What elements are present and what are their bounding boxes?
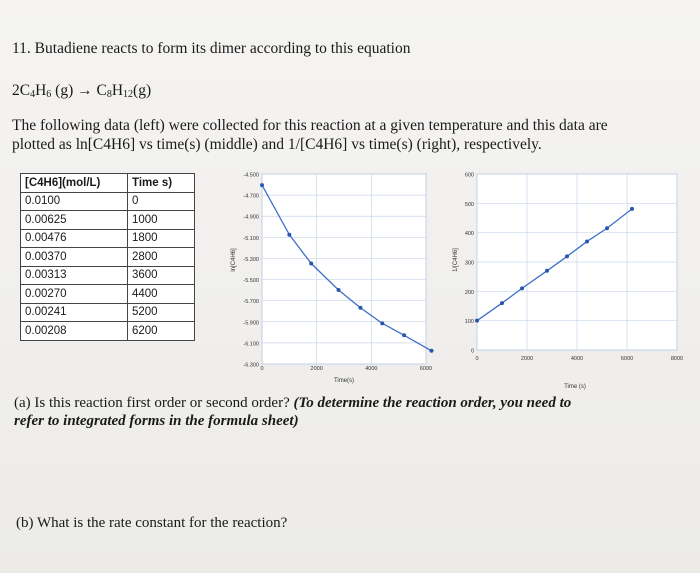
table-row bbox=[21, 192, 195, 211]
eq-subscript: 8 bbox=[106, 89, 112, 100]
table-row bbox=[21, 303, 195, 322]
data-point bbox=[287, 233, 291, 237]
table-cell: 0.00208 bbox=[21, 322, 128, 341]
x-axis-label: Time (s) bbox=[564, 384, 586, 390]
table-cell: 5200 bbox=[128, 303, 195, 322]
column-header-concentration: [C4H6](mol/L) bbox=[21, 174, 128, 193]
table-row bbox=[21, 248, 195, 267]
y-tick-label: -5.100 bbox=[243, 235, 259, 242]
table-cell: 3600 bbox=[128, 266, 195, 285]
x-axis-label: Time(s) bbox=[333, 378, 355, 384]
x-tick-label: 6000 bbox=[620, 356, 634, 362]
y-tick-label: 0 bbox=[470, 348, 474, 355]
y-tick-label: 100 bbox=[464, 319, 474, 326]
x-tick-label: 4000 bbox=[365, 366, 378, 372]
question-a bbox=[14, 394, 571, 430]
data-point bbox=[309, 262, 313, 266]
y-tick-label: -4.500 bbox=[243, 172, 259, 179]
table-header-row bbox=[21, 174, 195, 193]
table-cell: 0.00270 bbox=[21, 285, 128, 304]
y-tick-label: 400 bbox=[464, 231, 474, 238]
x-tick-label: 2000 bbox=[520, 356, 534, 362]
y-tick-label: -6.100 bbox=[243, 341, 259, 348]
data-point bbox=[260, 183, 264, 187]
question-a-text: (a) Is this reaction first order or second order? bbox=[14, 395, 290, 411]
data-point bbox=[520, 286, 524, 290]
y-tick-label: -4.700 bbox=[243, 193, 259, 200]
table-cell: 6200 bbox=[128, 322, 195, 341]
table-cell: 1800 bbox=[128, 229, 195, 248]
table-row bbox=[21, 285, 195, 304]
x-tick-label: 6000 bbox=[419, 366, 433, 372]
table-cell: 0.00476 bbox=[21, 229, 128, 248]
table-cell: 4400 bbox=[128, 285, 195, 304]
eq-part: H bbox=[35, 82, 47, 99]
table-row bbox=[21, 211, 195, 230]
data-point bbox=[402, 333, 406, 337]
eq-subscript: 4 bbox=[30, 89, 36, 100]
plot-area bbox=[262, 174, 426, 364]
data-point bbox=[585, 239, 589, 243]
table-cell: 2800 bbox=[128, 248, 195, 267]
table-cell: 0.00313 bbox=[21, 266, 128, 285]
x-tick-label: 0 bbox=[475, 356, 479, 362]
eq-part: (g) → C bbox=[51, 82, 107, 99]
y-tick-label: -5.900 bbox=[243, 320, 259, 327]
table-row bbox=[21, 266, 195, 285]
table-row bbox=[21, 322, 195, 341]
data-point bbox=[429, 349, 433, 353]
x-tick-label: 4000 bbox=[570, 356, 584, 362]
eq-part: H bbox=[111, 82, 124, 99]
x-tick-label: 0 bbox=[260, 366, 264, 372]
y-tick-label: -4.900 bbox=[243, 214, 259, 221]
eq-subscript: 6 bbox=[46, 89, 52, 100]
description-line-2: plotted as ln[C4H6] vs time(s) (middle) and 1/[C4H6] vs time(s) (right), respectively. bbox=[12, 136, 542, 153]
y-tick-label: -6.300 bbox=[243, 362, 259, 369]
table-cell: 0 bbox=[128, 192, 195, 211]
data-point bbox=[475, 319, 479, 323]
table-cell: 1000 bbox=[128, 211, 195, 230]
question-b: (b) What is the rate constant for the reaction? bbox=[16, 515, 288, 531]
problem-title: 11. Butadiene reacts to form its dimer according to this equation bbox=[12, 40, 411, 57]
table-cell: 0.00241 bbox=[21, 303, 128, 322]
table-cell: 0.00370 bbox=[21, 248, 128, 267]
inverse-concentration-chart bbox=[445, 160, 685, 390]
table-cell: 0.00625 bbox=[21, 211, 128, 230]
y-tick-label: 500 bbox=[464, 201, 474, 208]
table-cell: 0.0100 bbox=[21, 192, 128, 211]
data-point bbox=[500, 301, 504, 305]
x-tick-label: 2000 bbox=[310, 366, 323, 372]
y-tick-label: -5.500 bbox=[243, 278, 259, 285]
y-tick-label: -5.700 bbox=[243, 299, 259, 306]
question-a-hint-2: refer to integrated forms in the formula sheet) bbox=[14, 413, 299, 429]
ln-concentration-chart bbox=[215, 160, 445, 390]
data-point bbox=[337, 288, 341, 292]
description-line-1: The following data (left) were collected for this reaction at a given temperature and this data are bbox=[12, 117, 608, 134]
y-tick-label: -5.300 bbox=[243, 256, 259, 263]
question-a-hint-1: (To determine the reaction order, you need to bbox=[293, 395, 572, 411]
y-tick-label: 300 bbox=[464, 260, 474, 267]
data-point bbox=[605, 226, 609, 230]
eq-part: 2C bbox=[12, 82, 31, 99]
y-tick-label: 600 bbox=[464, 172, 474, 179]
column-header-time: Time s) bbox=[128, 174, 195, 193]
data-point bbox=[380, 321, 384, 325]
data-point bbox=[358, 306, 362, 310]
x-tick-label: 8000 bbox=[670, 356, 684, 362]
y-axis-label: ln[C4H6] bbox=[231, 248, 237, 272]
eq-subscript: 12 bbox=[123, 89, 134, 100]
concentration-time-table bbox=[20, 173, 195, 341]
y-axis-label: 1/[C4H6] bbox=[453, 248, 459, 272]
reaction-equation bbox=[12, 82, 151, 100]
data-point bbox=[545, 269, 549, 273]
eq-part: (g) bbox=[133, 82, 152, 99]
data-point bbox=[630, 207, 634, 211]
data-point bbox=[565, 254, 569, 258]
table-row bbox=[21, 229, 195, 248]
y-tick-label: 200 bbox=[464, 289, 474, 296]
